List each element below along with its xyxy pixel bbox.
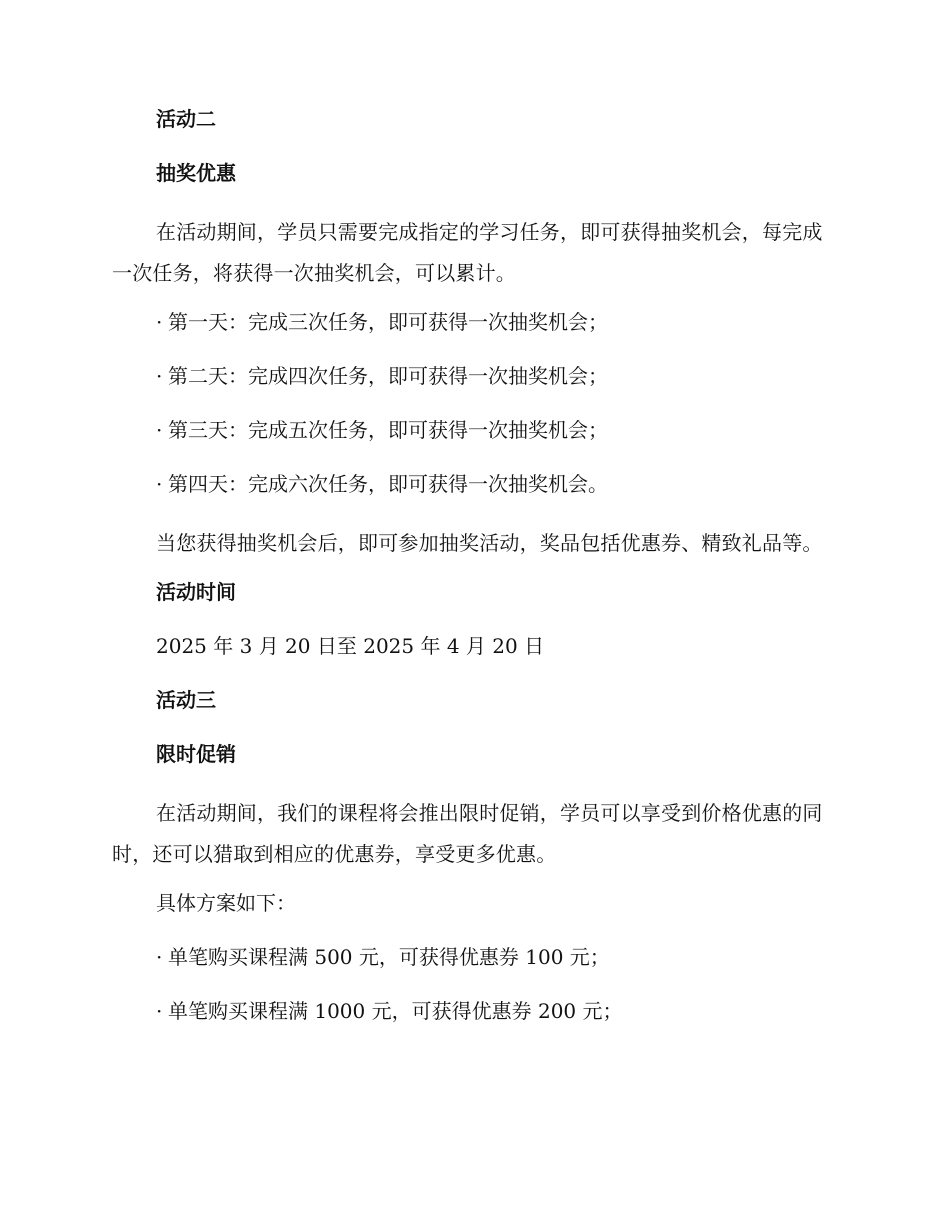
activity3-subtitle: 限时促销	[156, 742, 236, 766]
activity2-time-heading: 活动时间	[156, 580, 236, 604]
activity2-prize-text: 当您获得抽奖机会后，即可参加抽奖活动，奖品包括优惠券、精致礼品等。	[156, 531, 823, 555]
activity3-plan-label: 具体方案如下：	[156, 891, 296, 915]
bullet-dot: ·	[156, 364, 163, 388]
bullet-dot: ·	[156, 945, 163, 969]
list-item	[112, 996, 832, 1026]
list-item-text: 第一天：完成三次任务，即可获得一次抽奖机会；	[168, 310, 608, 334]
list-item	[112, 361, 832, 391]
activity2-subtitle: 抽奖优惠	[156, 161, 236, 185]
bullet-dot: ·	[156, 418, 163, 442]
document-body	[112, 104, 832, 1050]
list-item	[112, 469, 832, 499]
bullet-dot: ·	[156, 472, 163, 496]
bullet-dot: ·	[156, 999, 163, 1023]
activity2-intro: 在活动期间，学员只需要完成指定的学习任务，即可获得抽奖机会，每完成一次任务，将获得一次抽奖机会，可以累计。	[112, 220, 823, 285]
list-item-text: 第四天：完成六次任务，即可获得一次抽奖机会。	[168, 472, 608, 496]
activity2-title: 活动二	[156, 107, 216, 131]
list-item	[112, 307, 832, 337]
list-item-text: 第三天：完成五次任务，即可获得一次抽奖机会；	[168, 418, 608, 442]
list-item	[112, 942, 832, 972]
list-item	[112, 415, 832, 445]
activity3-intro: 在活动期间，我们的课程将会推出限时促销，学员可以享受到价格优惠的同时，还可以猎取到相应的优惠券，享受更多优惠。	[112, 801, 823, 866]
activity2-time-value: 2025 年 3 月 20 日至 2025 年 4 月 20 日	[156, 634, 545, 658]
activity3-title: 活动三	[156, 688, 216, 712]
list-item-text: 第二天：完成四次任务，即可获得一次抽奖机会；	[168, 364, 608, 388]
list-item-text: 单笔购买课程满 500 元，可获得优惠券 100 元；	[168, 945, 610, 969]
bullet-dot: ·	[156, 310, 163, 334]
list-item-text: 单笔购买课程满 1000 元，可获得优惠券 200 元；	[168, 999, 623, 1023]
